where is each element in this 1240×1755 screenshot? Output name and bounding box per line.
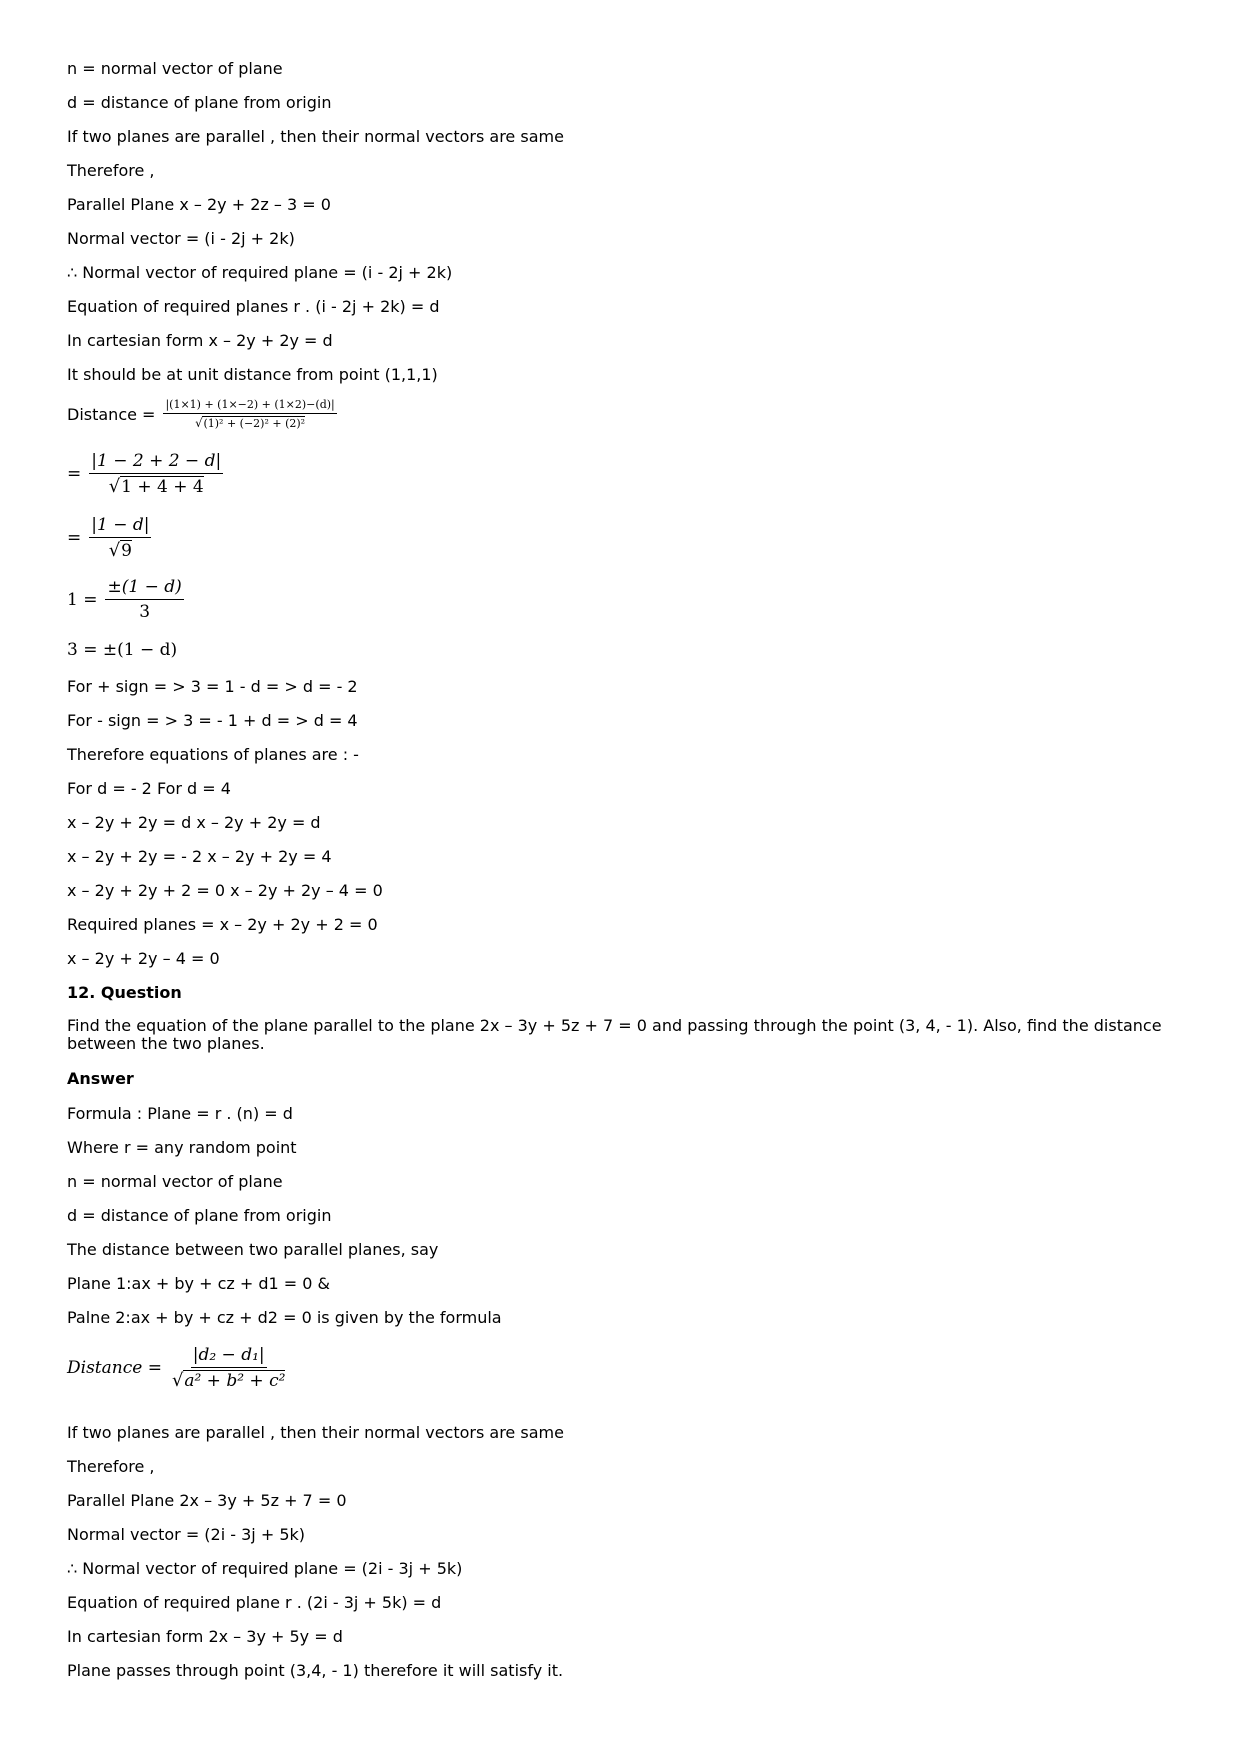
math-expression: 3 = ±(1 − d) (67, 640, 178, 660)
math-denominator: 3 (139, 602, 151, 622)
text-line: For d = - 2 For d = 4 (67, 779, 231, 798)
text-line: x – 2y + 2y – 4 = 0 (67, 949, 220, 968)
text-line: d = distance of plane from origin (67, 93, 332, 112)
text-line: The distance between two parallel planes, say (67, 1240, 439, 1259)
text-line: x – 2y + 2y = d x – 2y + 2y = d (67, 813, 321, 832)
text-line: Equation of required plane r . (2i - 3j + 5k) = d (67, 1593, 442, 1612)
math-lhs: = (67, 464, 82, 484)
text-line: Therefore , (67, 1457, 155, 1476)
question-text: Find the equation of the plane parallel to the plane 2x – 3y + 5z + 7 = 0 and passing through the point (3, 4, - 1). Also, find the distance between the two planes. (67, 1016, 1162, 1053)
math-numerator: |(1×1) + (1×−2) + (1×2)−(d)| (163, 398, 336, 414)
math-lhs: = (67, 528, 82, 548)
math-denominator: (1)² + (−2)² + (2)² (203, 417, 306, 430)
math-lhs: 1 = (67, 589, 98, 610)
math-denominator: 1 + 4 + 4 (121, 477, 204, 497)
math-lhs: Distance = (67, 404, 156, 424)
question-heading: 12. Question (67, 983, 182, 1002)
text-line: n = normal vector of plane (67, 59, 283, 78)
text-line: Therefore equations of planes are : - (67, 745, 359, 764)
text-line: x – 2y + 2y = - 2 x – 2y + 2y = 4 (67, 847, 332, 866)
math-step (67, 640, 177, 660)
text-line: In cartesian form x – 2y + 2y = d (67, 331, 333, 350)
text-line: Plane 1:ax + by + cz + d1 = 0 & (67, 1274, 331, 1293)
text-line: Where r = any random point (67, 1138, 297, 1157)
math-step: = $\frac{|1 - d|}{√9}$ (67, 515, 150, 561)
math-step: = $\frac{|1 - 2 + 2 - d|}{√1 + 4 + 4}$ (67, 451, 222, 497)
answer-label: Answer (67, 1069, 134, 1088)
text-line: d = distance of plane from origin (67, 1206, 332, 1225)
text-line: Parallel Plane x – 2y + 2z – 3 = 0 (67, 195, 331, 214)
text-line: It should be at unit distance from point (1,1,1) (67, 365, 438, 384)
text-line: Therefore , (67, 161, 155, 180)
math-numerator: |1 − d| (89, 515, 151, 538)
text-line: ∴ Normal vector of required plane = (2i - 3j + 5k) (67, 1559, 463, 1578)
math-numerator: ±(1 − d) (105, 577, 183, 600)
text-line: Formula : Plane = r . (n) = d (67, 1104, 293, 1123)
text-line: Palne 2:ax + by + cz + d2 = 0 is given by the formula (67, 1308, 502, 1327)
text-line: For - sign = > 3 = - 1 + d = > d = 4 (67, 711, 358, 730)
text-line: In cartesian form 2x – 3y + 5y = d (67, 1627, 343, 1646)
distance-formula: Distance = $\frac{\text{|d₂ − d₁|}}{\text{√a² + b² + c²}}$ (67, 1345, 286, 1391)
text-line: Plane passes through point (3,4, - 1) therefore it will satisfy it. (67, 1661, 564, 1680)
text-line: Parallel Plane 2x – 3y + 5z + 7 = 0 (67, 1491, 347, 1510)
text-line: Required planes = x – 2y + 2y + 2 = 0 (67, 915, 378, 934)
math-denominator: 9 (121, 541, 132, 561)
distance-formula: Distance = $\frac{|(1\times 1) + (1\times-2) + (1\times 2)-(d)|}{\text{√(1)² + (−2)² + (2)²}}$ (67, 398, 335, 430)
math-step (67, 577, 184, 622)
text-line: Normal vector = (2i - 3j + 5k) (67, 1525, 306, 1544)
text-line: x – 2y + 2y + 2 = 0 x – 2y + 2y – 4 = 0 (67, 881, 383, 900)
math-denominator: a² + b² + c² (184, 1371, 286, 1391)
text-line: For + sign = > 3 = 1 - d = > d = - 2 (67, 677, 358, 696)
text-line: ∴ Normal vector of required plane = (i - 2j + 2k) (67, 263, 453, 282)
text-line: Equation of required planes r . (i - 2j + 2k) = d (67, 297, 440, 316)
math-lhs: Distance = (67, 1358, 162, 1378)
text-line: If two planes are parallel , then their normal vectors are same (67, 1423, 564, 1442)
text-line: n = normal vector of plane (67, 1172, 283, 1191)
text-line: Normal vector = (i - 2j + 2k) (67, 229, 295, 248)
math-numerator: |1 − 2 + 2 − d| (89, 451, 223, 474)
math-numerator: |d₂ − d₁| (191, 1345, 267, 1368)
text-line: If two planes are parallel , then their normal vectors are same (67, 127, 564, 146)
